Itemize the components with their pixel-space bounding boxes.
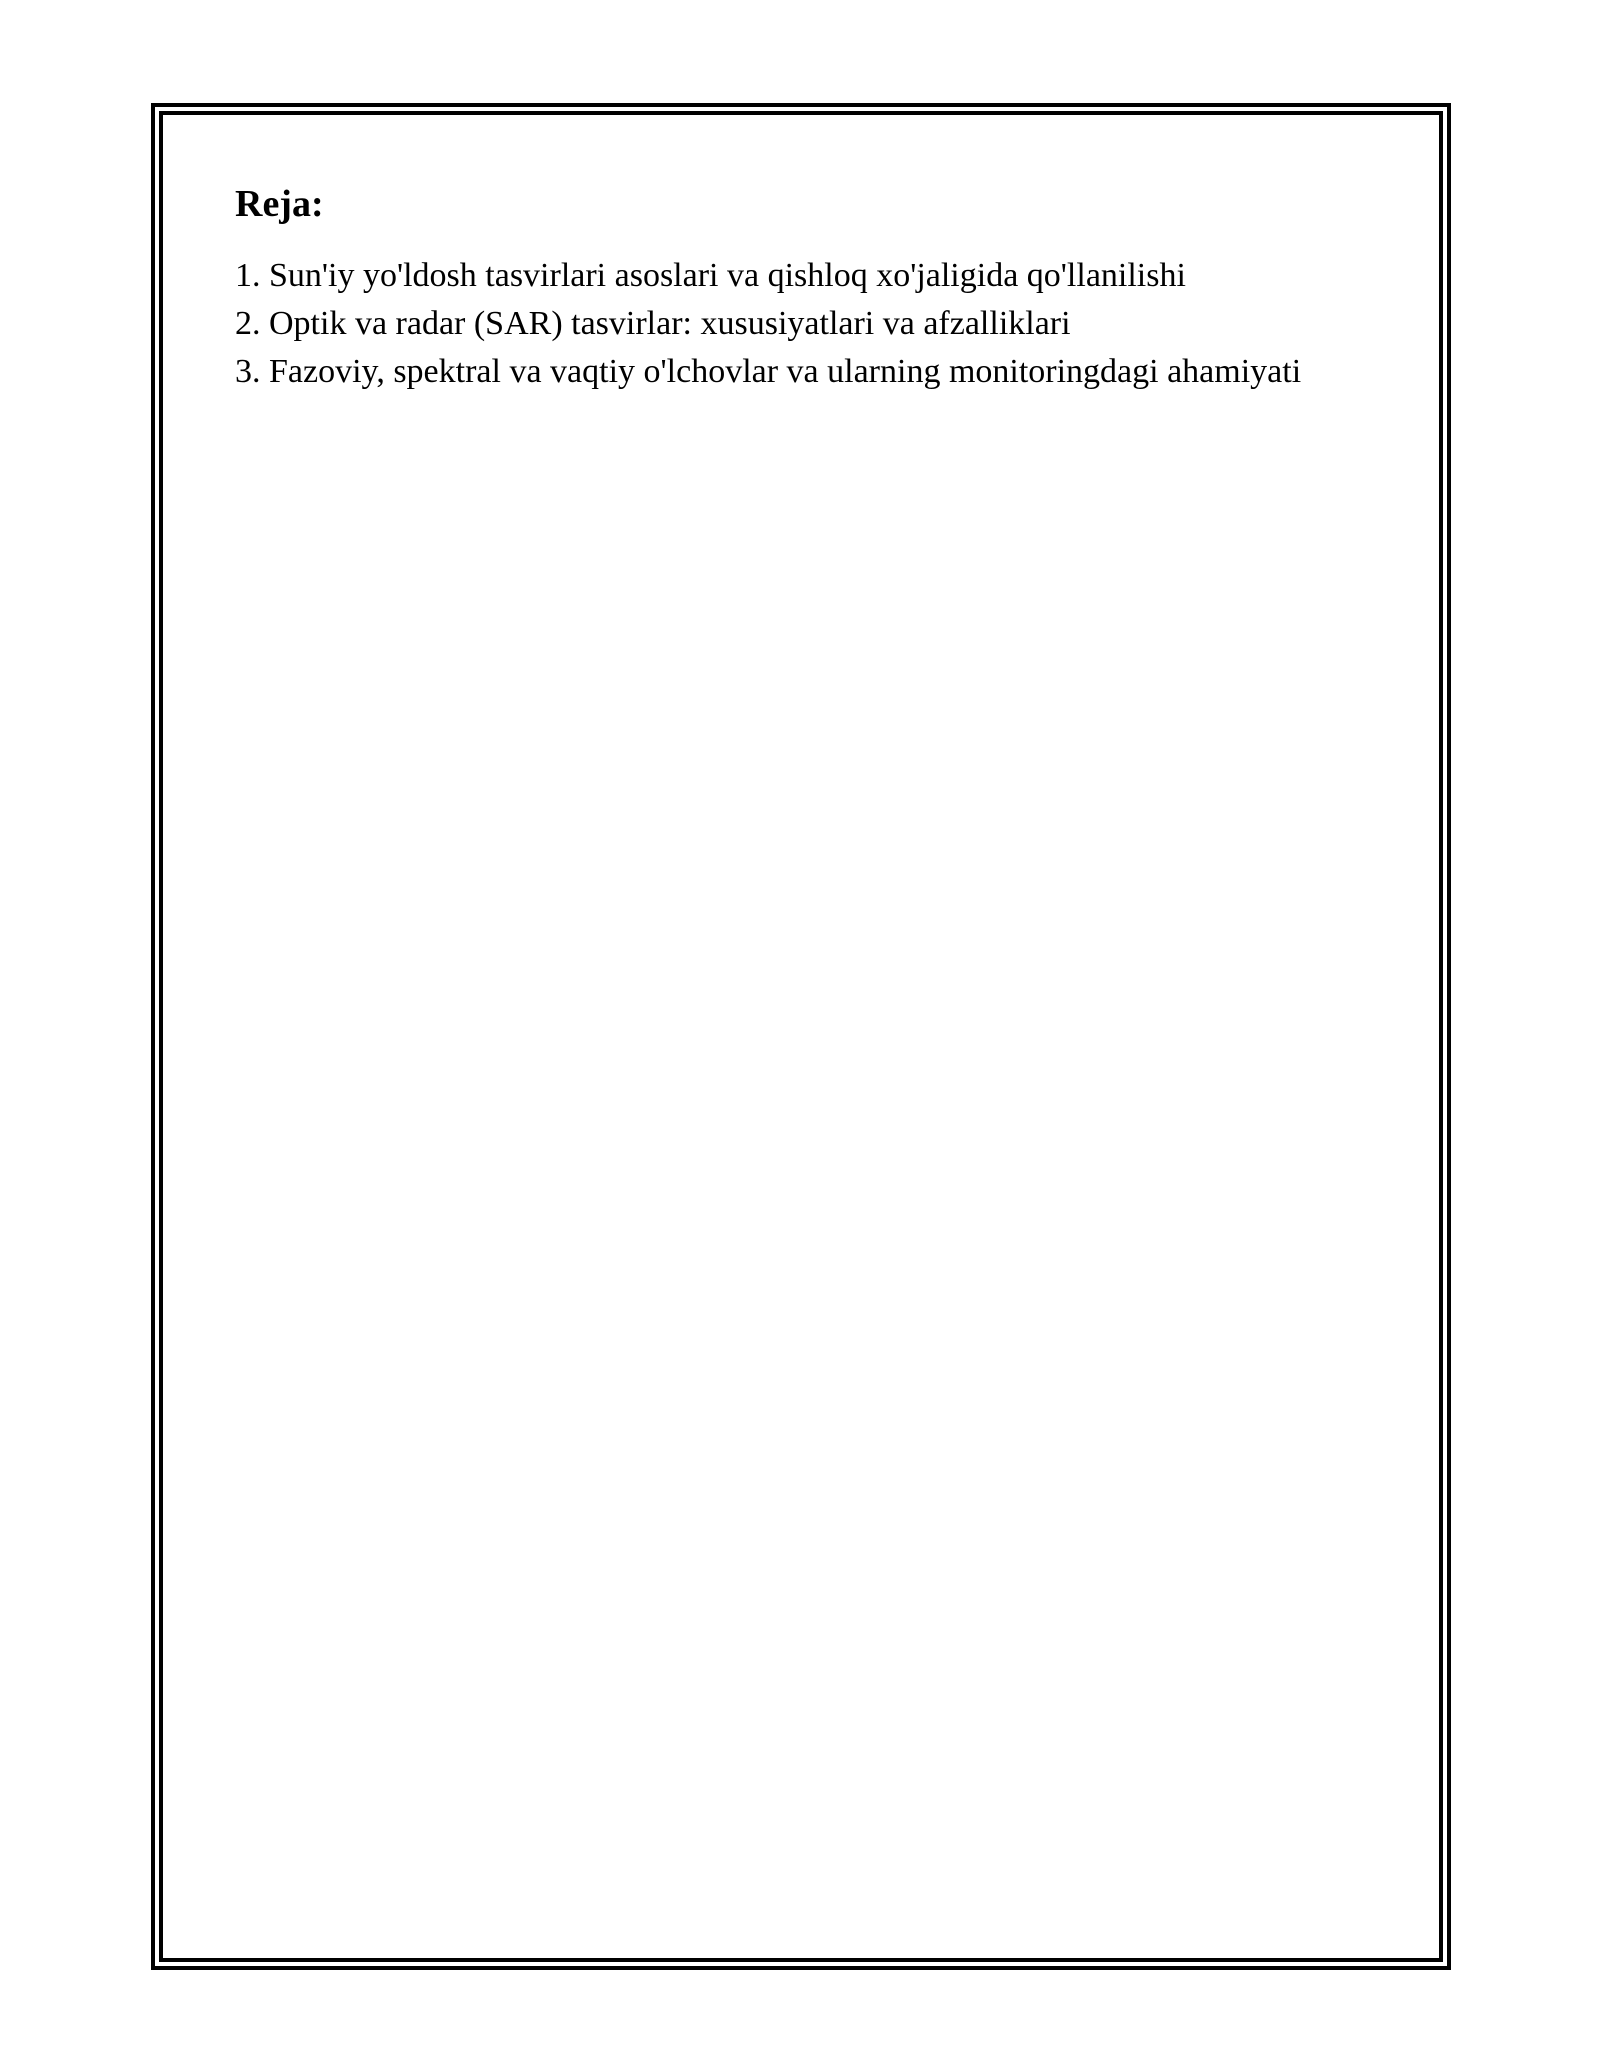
plan-list bbox=[235, 252, 1345, 396]
plan-item-2: 2. Optik va radar (SAR) tasvirlar: xususiyatlari va afzalliklari bbox=[235, 305, 1071, 342]
plan-heading: Reja: bbox=[235, 183, 324, 225]
page-content bbox=[235, 182, 1345, 396]
plan-item-1: 1. Sun'iy yo'ldosh tasvirlari asoslari va qishloq xo'jaligida qo'llanilishi bbox=[235, 257, 1186, 294]
plan-item-3: 3. Fazoviy, spektral va vaqtiy o'lchovlar va ularning monitoringdagi ahamiyati bbox=[235, 353, 1302, 390]
